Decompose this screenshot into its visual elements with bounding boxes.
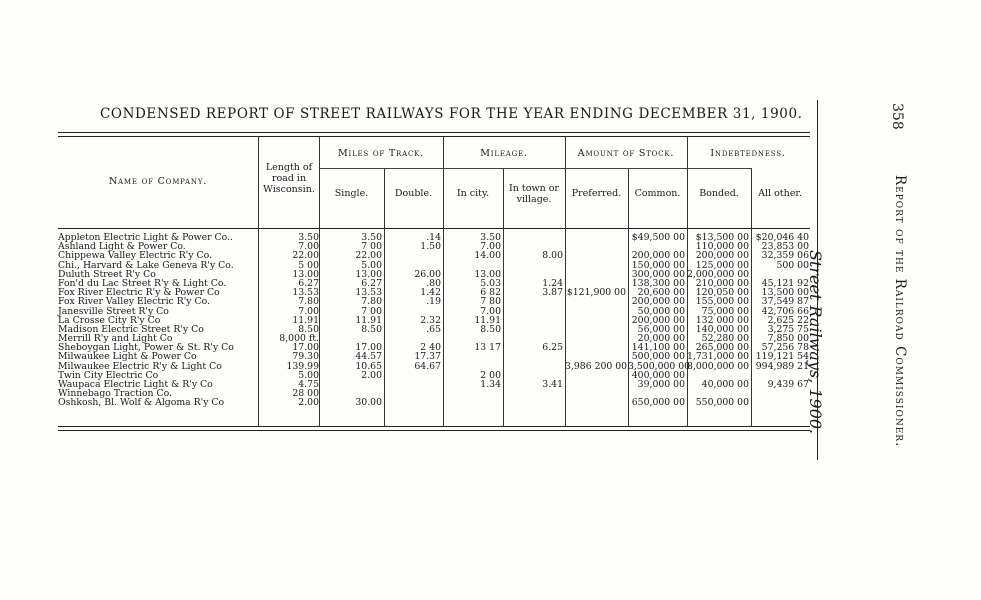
table-cell-single: 22.00 — [355, 250, 382, 262]
report-title: CONDENSED REPORT OF STREET RAILWAYS FOR THE YEAR ENDING DECEMBER 31, 1900. — [100, 106, 803, 122]
table-cell-preferred — [565, 297, 626, 306]
single-column — [319, 233, 382, 408]
table-cell-single: 2.00 — [361, 369, 382, 381]
table-cell-length: 7.00 — [298, 241, 319, 253]
table-cell-double: .65 — [426, 323, 441, 335]
table-cell-preferred — [565, 251, 626, 260]
table-cell-city: 11.91 — [474, 314, 501, 326]
table-cell-single: 11.91 — [355, 314, 382, 326]
table-cell-city: 5.03 — [480, 277, 501, 289]
table-cell-town — [503, 352, 563, 361]
table-cell-bonded: 110,000 00 — [695, 241, 749, 253]
table-cell-common: 150,000 00 — [631, 259, 685, 271]
table-cell-length: 28 00 — [292, 388, 319, 400]
table-cell-town: 8.00 — [542, 250, 563, 262]
preferred-column — [565, 233, 626, 408]
table-cell-other: 119,121 54 — [755, 351, 809, 363]
table-cell-double: 1.42 — [420, 287, 441, 299]
table-cell-bonded: 265,000 00 — [695, 342, 749, 354]
table-cell-other: $20,046 40 — [755, 232, 809, 243]
table-cell-city: 1.34 — [480, 379, 501, 390]
col-header-miles-of-track: Miles of Track. — [338, 148, 424, 159]
company-name: Duluth Street R'y Co — [58, 268, 156, 280]
running-title: Street Railways, 1900. — [806, 250, 825, 435]
table-cell-preferred — [565, 334, 626, 343]
table-cell-other — [751, 398, 809, 407]
table-cell-single: 5.00 — [361, 259, 382, 271]
company-name: Oshkosh, Bl. Wolf & Algoma R'y Co — [58, 397, 225, 409]
table-cell-preferred: $121,900 00 — [566, 287, 626, 299]
in-town-column — [503, 233, 563, 408]
table-cell-common: 300,000 00 — [631, 268, 685, 280]
company-name: Chippewa Valley Electric R'y Co. — [58, 250, 213, 262]
table-cell-double: 26.00 — [414, 268, 441, 280]
table-cell-single: 10.65 — [355, 360, 382, 372]
table-cell-common: 200,000 00 — [631, 296, 685, 308]
table-cell-double: 2.32 — [420, 314, 441, 326]
table-cell-bonded: 132 000 00 — [695, 314, 749, 326]
table-cell-other: 2,625 22 — [767, 314, 809, 326]
company-name: La Crosse City R'y Co — [58, 314, 161, 326]
col-header-common: Common. — [634, 188, 681, 199]
col-header-single: Single. — [334, 188, 369, 199]
table-cell-town — [503, 398, 563, 407]
table-cell-common: $49,500 00 — [631, 232, 685, 243]
top-rule — [58, 132, 810, 133]
company-name: Chi., Harvard & Lake Geneva R'y Co. — [58, 259, 234, 271]
table-cell-length: 8.50 — [298, 323, 319, 335]
company-name: Sheboygan Light, Power & St. R'y Co — [58, 342, 234, 354]
col-header-indebtedness: Indebtedness. — [710, 148, 786, 159]
table-cell-other: 500 00 — [776, 259, 809, 271]
table-cell-single: 7 00 — [361, 305, 382, 317]
table-cell-common: 400,000 00 — [631, 369, 685, 381]
table-cell-other: 3,275 75 — [767, 323, 809, 335]
table-cell-town — [503, 316, 563, 325]
company-names-column — [58, 233, 258, 408]
top-rule-inner — [58, 136, 810, 137]
common-column — [628, 232, 691, 409]
table-cell-length: 139.99 — [286, 360, 319, 372]
table-cell-bonded: 52,280 00 — [701, 333, 749, 345]
table-cell-bonded: 8,000,000 00 — [687, 360, 750, 372]
table-cell-town — [503, 325, 563, 334]
table-cell-common: 50,000 00 — [637, 305, 685, 317]
table-cell-other: 9,439 67 — [767, 379, 809, 390]
table-cell-single: 8.50 — [361, 323, 382, 335]
table-cell-other — [751, 389, 809, 398]
table-cell-town — [503, 307, 563, 316]
table-cell-bonded: 40,000 00 — [701, 379, 749, 390]
table-cell-length: 7.00 — [298, 305, 319, 317]
col-header-in-city: In city. — [456, 188, 490, 199]
table-cell-preferred — [565, 233, 626, 242]
table-cell-single: 17.00 — [355, 342, 382, 354]
company-name: Ashland Light & Power Co. — [58, 241, 186, 253]
table-cell-double — [384, 398, 441, 407]
company-name: Milwaukee Electric R'y & Light Co — [58, 360, 222, 372]
table-cell-common: 200,000 00 — [631, 314, 685, 326]
table-cell-common: 141,100 00 — [631, 342, 685, 354]
table-cell-other: 23,853 00 — [761, 241, 809, 253]
table-cell-length: 5.00 — [298, 369, 319, 381]
table-cell-common: 138,300 00 — [631, 277, 685, 289]
company-name: Merrill R'y and Light Co — [58, 333, 173, 345]
in-city-column — [443, 233, 501, 408]
table-cell-bonded: $13,500 00 — [695, 232, 749, 243]
bonded-column — [687, 233, 749, 408]
company-name: Milwaukee Light & Power Co — [58, 351, 197, 363]
table-cell-length: 7.80 — [298, 296, 319, 308]
table-cell-double: .14 — [426, 232, 441, 243]
col-header-name: Name of Company. — [108, 176, 208, 187]
table-cell-preferred — [565, 307, 626, 316]
table-cell-double — [384, 251, 441, 260]
bottom-rule-inner — [58, 430, 810, 431]
bottom-rule — [58, 426, 810, 427]
table-cell-length: 11.91 — [292, 314, 319, 326]
table-cell-single: 7 00 — [361, 241, 382, 253]
table-cell-other: 42,706 66 — [761, 305, 809, 317]
table-cell-common: 200,000 00 — [631, 250, 685, 262]
table-cell-town — [503, 233, 563, 242]
company-name: Waupaca Electric Light & R'y Co — [58, 379, 213, 390]
table-cell-length: 13.53 — [292, 287, 319, 299]
table-cell-double — [384, 371, 441, 380]
col-header-preferred: Preferred. — [571, 188, 622, 199]
col-header-length: Length of road in Wisconsin. — [263, 162, 315, 195]
table-cell-length: 17.00 — [292, 342, 319, 354]
table-cell-single: 3.50 — [361, 232, 382, 243]
table-cell-preferred — [565, 242, 626, 251]
company-name: Winnebago Traction Co. — [58, 388, 172, 400]
table-cell-city: 13 17 — [474, 342, 501, 354]
table-cell-other: 13,500 00 — [761, 287, 809, 299]
length-column — [258, 233, 319, 408]
table-cell-town — [503, 297, 563, 306]
company-name: Madison Electric Street R'y Co — [58, 323, 204, 335]
header-rule — [58, 228, 810, 229]
col-header-amount-of-stock: Amount of Stock. — [577, 148, 675, 159]
table-cell-bonded: 125,000 00 — [695, 259, 749, 271]
double-column — [384, 233, 441, 408]
table-cell-city: 13.00 — [474, 268, 501, 280]
table-cell-city: 7.00 — [480, 305, 501, 317]
table-cell-city: 14.00 — [474, 250, 501, 262]
table-cell-common: 39,000 00 — [637, 379, 685, 390]
table-cell-town: 1.24 — [542, 277, 563, 289]
table-cell-city — [443, 389, 501, 398]
table-cell-town — [503, 261, 563, 270]
table-cell-preferred: 3,986 200 00 — [565, 360, 628, 372]
table-cell-town: 6.25 — [542, 342, 563, 354]
table-cell-bonded: 120,050 00 — [695, 287, 749, 299]
running-head: Report of the Railroad Commissioner. — [892, 175, 908, 448]
table-cell-city: 7.00 — [480, 241, 501, 253]
col-header-mileage: Mileage. — [480, 148, 528, 159]
table-cell-double: 2 40 — [420, 342, 441, 354]
table-cell-double: .19 — [426, 296, 441, 308]
table-cell-common: 3,500,000 00 — [628, 360, 691, 372]
table-cell-city — [443, 352, 501, 361]
table-cell-length: 2.00 — [298, 397, 319, 409]
table-cell-common: 500,000 00 — [631, 351, 685, 363]
col-header-in-town: In town or village. — [509, 183, 559, 205]
table-cell-preferred — [565, 398, 626, 407]
table-cell-preferred — [565, 343, 626, 352]
table-cell-common: 56,000 00 — [637, 323, 685, 335]
company-name: Twin City Electric Co — [58, 369, 159, 381]
company-name: Fox River Valley Electric R'y Co. — [58, 296, 210, 308]
table-cell-preferred — [565, 371, 626, 380]
table-cell-city — [443, 398, 501, 407]
table-cell-other: 32,359 06 — [761, 250, 809, 262]
table-cell-bonded: 75,000 00 — [701, 305, 749, 317]
table-cell-single: 30.00 — [355, 397, 382, 409]
company-name: Appleton Electric Light & Power Co.. — [58, 232, 233, 243]
table-cell-double: 64.67 — [414, 360, 441, 372]
table-cell-single: 13.53 — [355, 287, 382, 299]
table-cell-bonded: 155,000 00 — [695, 296, 749, 308]
table-cell-length: 3.50 — [298, 232, 319, 243]
table-cell-other: 45,121 92 — [761, 277, 809, 289]
table-cell-common: 20,000 00 — [637, 333, 685, 345]
table-cell-city: 3.50 — [480, 232, 501, 243]
table-cell-double — [384, 380, 441, 389]
table-cell-length: 13.00 — [292, 268, 319, 280]
table-cell-common: 650,000 00 — [631, 397, 685, 409]
table-cell-bonded: 200,000 00 — [695, 250, 749, 262]
table-cell-common: 20,600 00 — [637, 287, 685, 299]
table-cell-single — [319, 380, 382, 389]
table-cell-double: 17.37 — [414, 351, 441, 363]
table-cell-city: 6 82 — [480, 287, 501, 299]
table-cell-length: 8,000 ft. — [279, 333, 319, 345]
table-cell-other: 7,850 00 — [767, 333, 809, 345]
table-cell-preferred — [565, 261, 626, 270]
table-cell-preferred — [565, 389, 626, 398]
company-name: Fox River Electric R'y & Power Co — [58, 287, 220, 299]
col-header-all-other: All other. — [758, 188, 802, 199]
table-cell-bonded: 1,731,000 00 — [687, 351, 750, 363]
table-cell-preferred — [565, 380, 626, 389]
table-cell-city: 8.50 — [480, 323, 501, 335]
table-cell-preferred — [565, 270, 626, 279]
table-cell-bonded: 550,000 00 — [695, 397, 749, 409]
table-cell-town: 3.41 — [542, 379, 563, 390]
table-cell-length: 4.75 — [298, 379, 319, 390]
page-number: 358 — [889, 103, 905, 130]
table-cell-town — [503, 389, 563, 398]
table-cell-single: 13.00 — [355, 268, 382, 280]
table-cell-other: 994,989 21 — [755, 360, 809, 372]
all-other-column — [751, 233, 809, 408]
col-header-bonded: Bonded. — [699, 188, 739, 199]
table-cell-other: 37,549 87 — [761, 296, 809, 308]
company-name: Fon'd du Lac Street R'y & Light Co. — [58, 277, 227, 289]
table-cell-bonded: 2,000,000 00 — [687, 268, 750, 280]
table-cell-single: 6.27 — [361, 277, 382, 289]
table-cell-double: 1.50 — [420, 241, 441, 253]
table-cell-length: 6.27 — [298, 277, 319, 289]
table-cell-double: .80 — [426, 277, 441, 289]
table-cell-single: 7.80 — [361, 296, 382, 308]
table-cell-preferred — [565, 325, 626, 334]
table-cell-town: 3.87 — [542, 287, 563, 299]
table-cell-city: 2 00 — [480, 369, 501, 381]
table-cell-other: 57,256 78 — [761, 342, 809, 354]
col-header-double: Double. — [394, 188, 433, 199]
company-name: Janesville Street R'y Co — [58, 305, 169, 317]
table-cell-length: 5 00 — [298, 259, 319, 271]
table-cell-double — [384, 389, 441, 398]
table-cell-single: 44.57 — [355, 351, 382, 363]
table-cell-preferred — [565, 316, 626, 325]
table-cell-length: 79.30 — [292, 351, 319, 363]
table-cell-length: 22.00 — [292, 250, 319, 262]
table-cell-bonded: 210,000 00 — [695, 277, 749, 289]
table-cell-town — [503, 362, 563, 371]
table-cell-city: 7 80 — [480, 296, 501, 308]
table-cell-bonded: 140,000 00 — [695, 323, 749, 335]
